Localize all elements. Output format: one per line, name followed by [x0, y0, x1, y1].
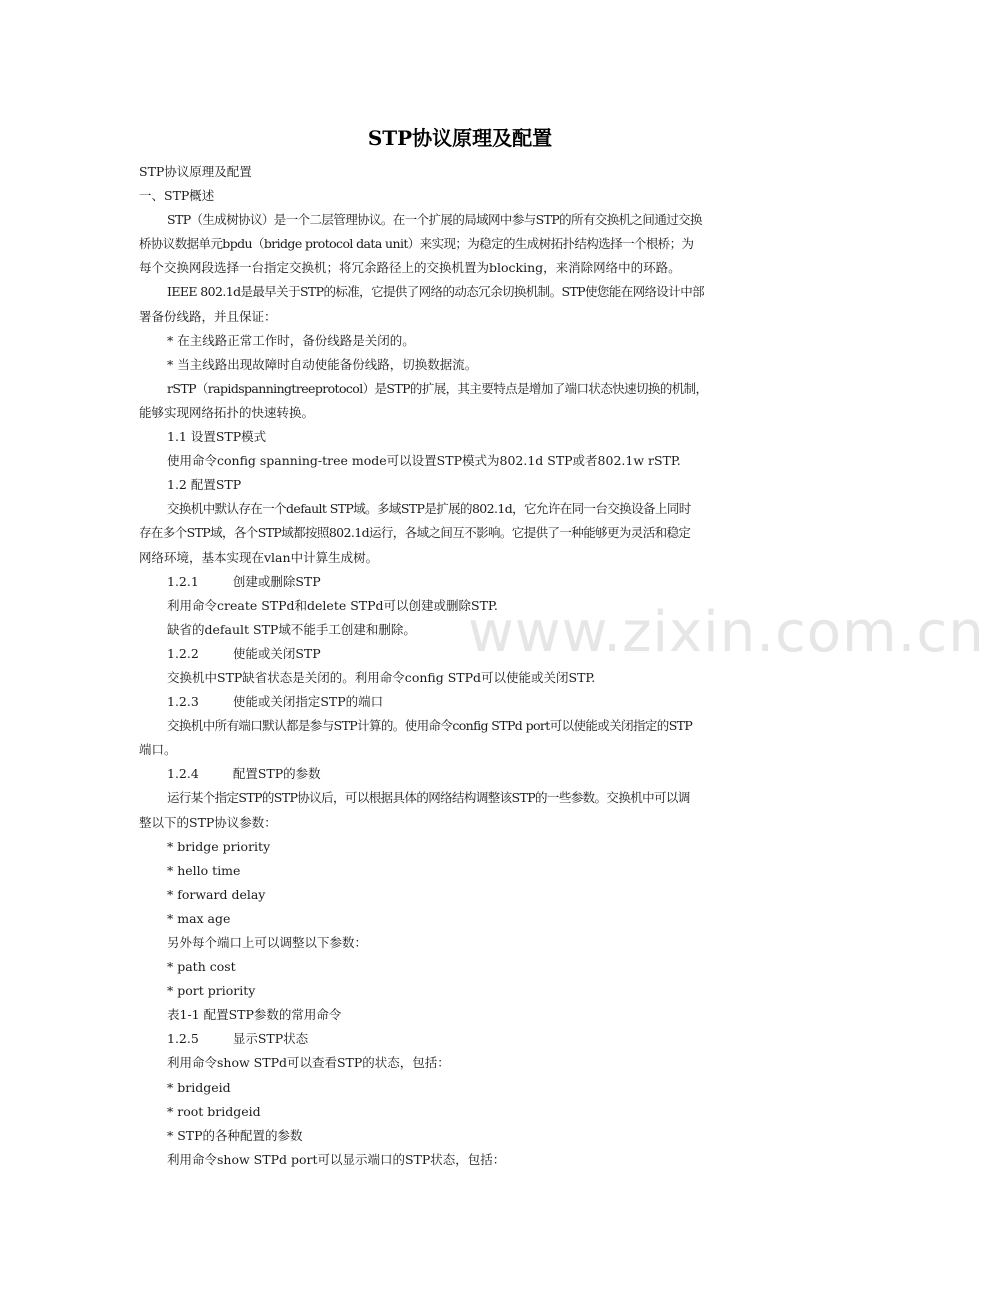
paragraph-line: 署备份线路，并且保证： [139, 308, 277, 324]
subsection-heading [139, 642, 789, 666]
paragraph-line: 整以下的STP协议参数： [139, 814, 277, 830]
bullet-item: * 当主线路出现故障时自动使能备份线路，切换数据流。 [167, 356, 478, 372]
paragraph-line: 存在多个STP域，各个STP域都按照802.1d运行，各域之间互不影响。它提供了一种能够更为灵活和稳定 [139, 525, 691, 541]
bullet-item: * 在主线路正常工作时，备份线路是关闭的。 [167, 332, 415, 348]
paragraph-line: 另外每个端口上可以调整以下参数： [167, 935, 368, 950]
bullet-item: * root bridgeid [167, 1103, 261, 1119]
subsection-heading [139, 1027, 789, 1051]
document-body [139, 160, 789, 1172]
section-title: 创建或删除STP [232, 573, 321, 589]
subsection-heading: 1.1 设置STP模式 [167, 429, 267, 445]
paragraph-line: 能够实现网络拓扑的快速转换。 [139, 404, 315, 420]
bullet-item: * forward delay [167, 886, 266, 902]
section-number: 1.2.4 [167, 766, 199, 782]
subsection-heading: 1.2 配置STP [167, 477, 242, 493]
table-caption: 表1-1 配置STP参数的常用命令 [167, 1007, 342, 1023]
section-title: 使能或关闭指定STP的端口 [232, 694, 384, 710]
paragraph-line: 桥协议数据单元bpdu（bridge protocol data unit）来实现；为稳定的生成树拓扑结构选择一个根桥；为 [139, 236, 694, 252]
paragraph-line: 利用命令show STPd可以查看STP的状态，包括： [167, 1055, 450, 1071]
subtitle: STP协议原理及配置 [139, 164, 252, 179]
section-number: 1.2.3 [167, 694, 199, 710]
section-number: 1.2.2 [167, 645, 199, 661]
bullet-item: * bridgeid [167, 1079, 231, 1095]
paragraph-line: 运行某个指定STP的STP协议后，可以根据具体的网络结构调整该STP的一些参数。交换机中可以调 [167, 790, 690, 806]
watermark: www.zixin.com.cn [468, 600, 985, 665]
section-number: 1.2.5 [167, 1031, 199, 1047]
paragraph-line: 利用命令create STPd和delete STPd可以创建或删除STP. [167, 597, 498, 613]
subsection-heading [139, 762, 789, 786]
paragraph-line: rSTP（rapidspanningtreeprotocol）是STP的扩展，其主要特点是增加了端口状态快速切换的机制， [167, 380, 708, 396]
bullet-item: * max age [167, 910, 231, 926]
section-heading: 一、STP概述 [139, 188, 215, 204]
paragraph-line: 利用命令show STPd port可以显示端口的STP状态，包括： [167, 1151, 506, 1167]
paragraph-line: 使用命令config spanning-tree mode可以设置STP模式为802.1d STP或者802.1w rSTP. [167, 453, 681, 469]
paragraph-line: 端口。 [139, 742, 177, 758]
section-title: 使能或关闭STP [232, 645, 321, 661]
paragraph-line: 网络环境，基本实现在vlan中计算生成树。 [139, 549, 379, 565]
bullet-item: * STP的各种配置的参数 [167, 1127, 303, 1143]
section-title: 配置STP的参数 [232, 766, 321, 782]
bullet-item: * hello time [167, 862, 241, 878]
paragraph-line: 每个交换网段选择一台指定交换机；将冗余路径上的交换机置为blocking，来消除网络中的环路。 [139, 260, 681, 276]
paragraph-line: IEEE 802.1d是最早关于STP的标准，它提供了网络的动态冗余切换机制。STP使您能在网络设计中部 [167, 284, 704, 300]
paragraph-line: 交换机中所有端口默认都是参与STP计算的。使用命令config STPd port可以使能或关闭指定的STP [167, 718, 693, 734]
subsection-heading [139, 570, 789, 594]
bullet-item: * port priority [167, 983, 256, 999]
document-title: STP协议原理及配置 [367, 126, 553, 150]
bullet-item: * bridge priority [167, 838, 271, 854]
bullet-item: * path cost [167, 959, 236, 975]
paragraph-line: STP（生成树协议）是一个二层管理协议。在一个扩展的局域网中参与STP的所有交换机之间通过交换 [167, 212, 702, 228]
paragraph-line: 缺省的default STP域不能手工创建和删除。 [167, 621, 416, 637]
subsection-heading [139, 690, 789, 714]
paragraph-line: 交换机中STP缺省状态是关闭的。利用命令config STPd可以使能或关闭STP. [167, 669, 596, 685]
section-title: 显示STP状态 [232, 1031, 309, 1047]
section-number: 1.2.1 [167, 573, 199, 589]
paragraph-line: 交换机中默认存在一个default STP域。多域STP是扩展的802.1d，它允许在同一台交换设备上同时 [167, 501, 691, 517]
